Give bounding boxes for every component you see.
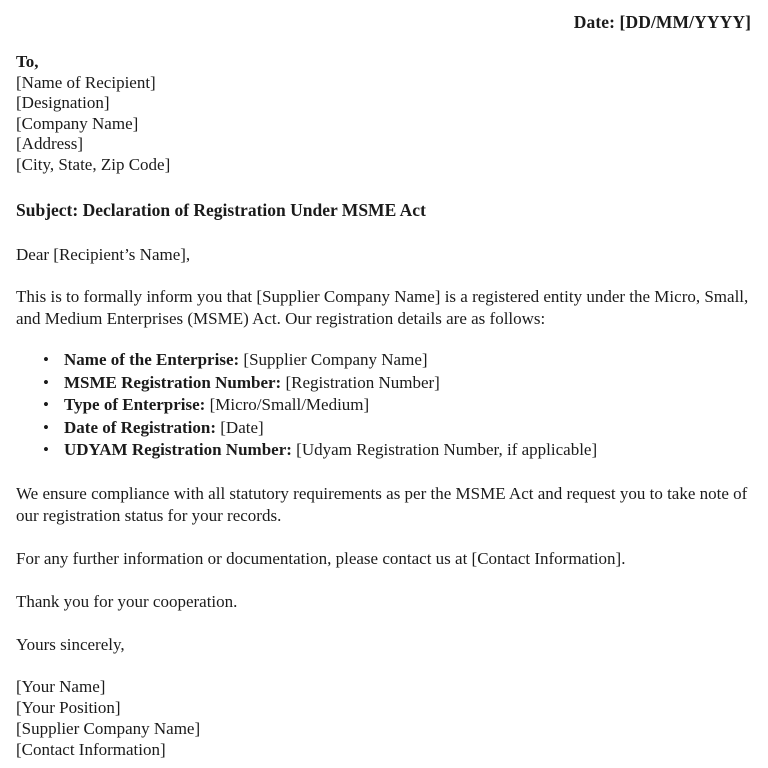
recipient-line-address: [Address] (16, 134, 84, 153)
detail-label: Type of Enterprise: (64, 395, 206, 414)
to-label: To, (16, 52, 39, 71)
salutation: Dear [Recipient’s Name], (16, 245, 191, 264)
subject-line: Subject: Declaration of Registration Under MSME Act (16, 200, 426, 220)
detail-value: [Date] (220, 417, 264, 437)
list-item (16, 439, 752, 462)
bullet-icon: • (43, 372, 49, 392)
recipient-address-block (16, 52, 752, 175)
detail-value: [Udyam Registration Number, if applicable] (296, 440, 598, 459)
signature-line-position: [Your Position] (16, 697, 121, 717)
bullet-icon: • (43, 440, 49, 459)
list-item (16, 372, 752, 395)
recipient-line-name: [Name of Recipient] (16, 72, 156, 92)
bullet-icon: • (43, 350, 49, 369)
detail-value: [Supplier Company Name] (243, 350, 428, 369)
detail-value: [Registration Number] (285, 372, 440, 392)
detail-label: Date of Registration: (64, 417, 217, 437)
compliance-paragraph: We ensure compliance with all statutory requirements as per the MSME Act and request you to take note of our registration status for your records. (16, 483, 748, 525)
bullet-icon: • (43, 417, 49, 437)
signoff: Yours sincerely, (16, 634, 125, 654)
thanks-paragraph: Thank you for your cooperation. (16, 591, 238, 611)
contact-paragraph: For any further information or documentation, please contact us at [Contact Information]. (16, 548, 626, 568)
detail-label: Name of the Enterprise: (64, 350, 240, 369)
registration-details-list (16, 349, 752, 462)
recipient-line-city-state-zip: [City, State, Zip Code] (16, 154, 171, 174)
signature-line-company: [Supplier Company Name] (16, 718, 201, 738)
date-line: Date: [DD/MM/YYYY] (573, 12, 751, 32)
intro-paragraph: This is to formally inform you that [Supplier Company Name] is a registered entity under the Micro, Small, and Medium Enterprises (MSME) Act. Our registration details are as follows: (16, 287, 749, 328)
signature-line-contact: [Contact Information] (16, 739, 166, 759)
recipient-line-company: [Company Name] (16, 113, 139, 133)
recipient-line-designation: [Designation] (16, 93, 110, 112)
detail-label: UDYAM Registration Number: (64, 440, 292, 459)
list-item (16, 394, 752, 417)
detail-value: [Micro/Small/Medium] (209, 395, 370, 414)
signature-line-name: [Your Name] (16, 676, 106, 696)
bullet-icon: • (43, 395, 49, 414)
signature-block (16, 676, 752, 760)
list-item (16, 417, 752, 440)
detail-label: MSME Registration Number: (64, 372, 282, 392)
list-item (16, 349, 752, 372)
